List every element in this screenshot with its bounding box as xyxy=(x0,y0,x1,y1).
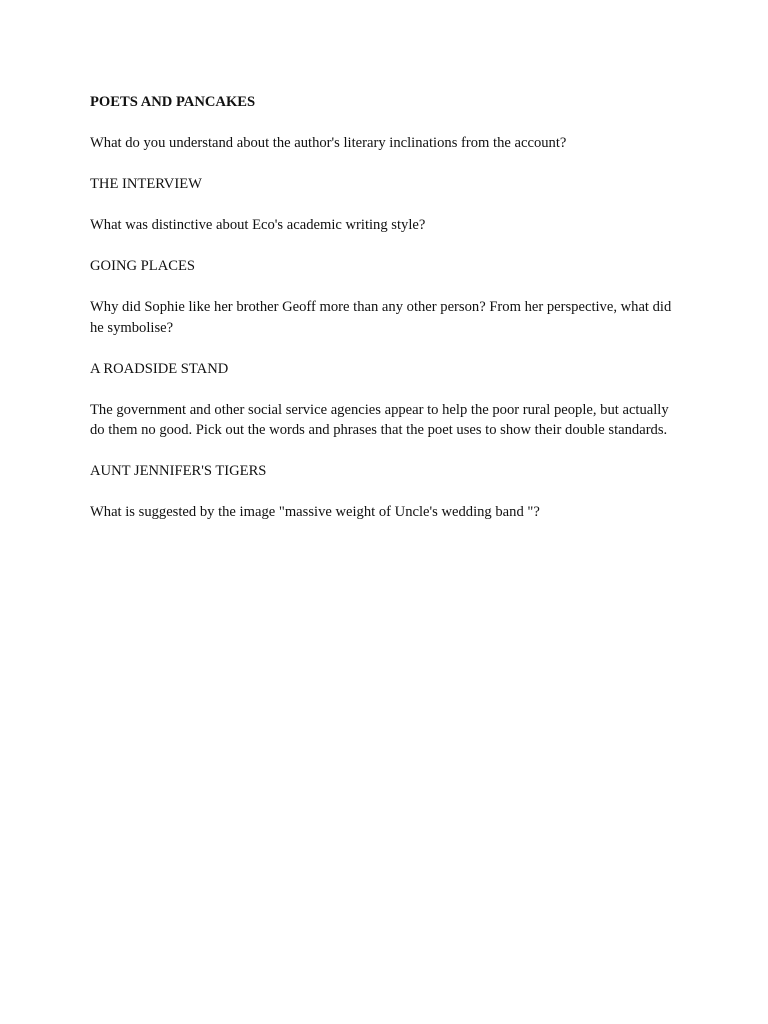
section-heading: POETS AND PANCAKES xyxy=(90,94,256,110)
section-question: Why did Sophie like her brother Geoff more than any other person? From her perspective, what did he symbolise? xyxy=(90,299,672,336)
section-heading: A ROADSIDE STAND xyxy=(90,360,229,377)
section-heading: THE INTERVIEW xyxy=(90,176,202,192)
section-question: The government and other social service agencies appear to help the poor rural people, but actually do them no good. Pick out the words and phrases that the poet uses to show their double standards. xyxy=(90,401,669,438)
section-heading: AUNT JENNIFER'S TIGERS xyxy=(90,463,267,479)
document-body xyxy=(90,92,680,543)
section-question: What was distinctive about Eco's academic writing style? xyxy=(90,217,426,233)
section-question: What is suggested by the image "massive weight of Uncle's wedding band "? xyxy=(90,504,540,520)
section-question: What do you understand about the author's literary inclinations from the account? xyxy=(90,135,567,151)
section-heading: GOING PLACES xyxy=(90,258,195,274)
